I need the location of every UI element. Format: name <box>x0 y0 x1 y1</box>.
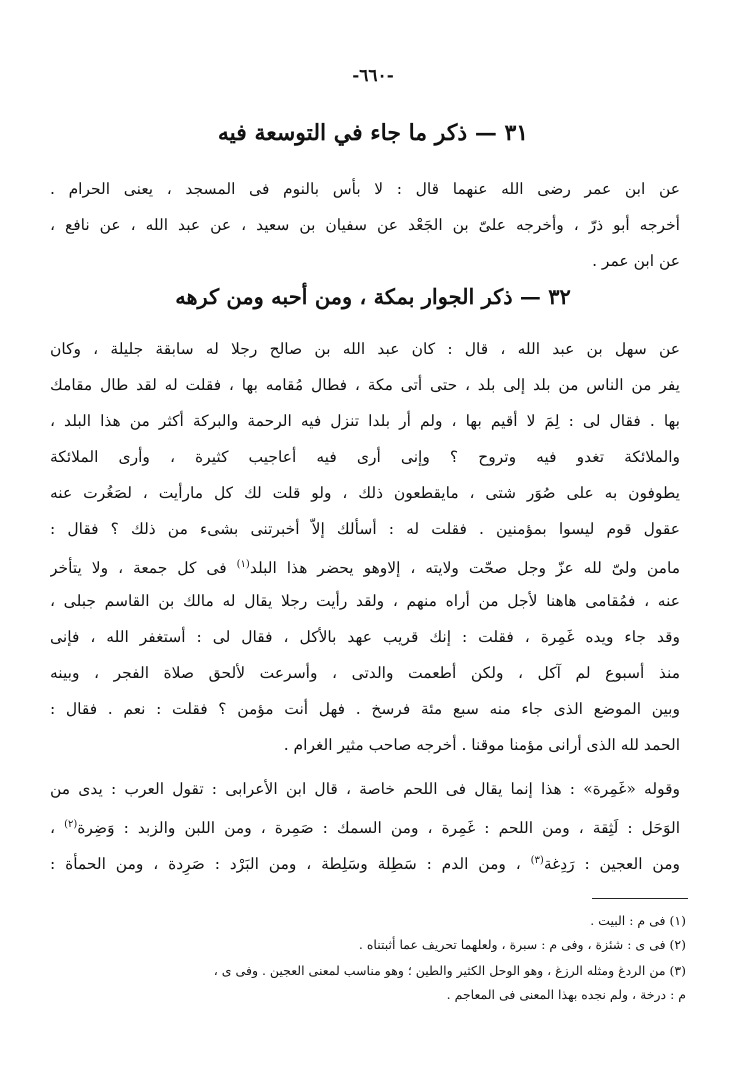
section-32-heading: ٣٢ — ذكر الجوار بمكة ، ومن أحبه ومن كرهه <box>175 284 571 309</box>
footnote-3-marker: (٣) <box>530 855 544 866</box>
gloss-line-1: وقوله «غَمِرة» : هذا إنما يقال فى اللحم خاصة ، قال ابن الأعرابى : تقول العرب : يدى من <box>50 780 680 798</box>
footnote-3: (٣) من الردغ ومثله الرزغ ، وهو الوحل الكثير والطين ؛ وهو مناسب لمعنى العجين . وفى ى ، <box>213 963 686 978</box>
section-32-line-7-tail: فى كل جمعة ، ولا يتأخر <box>50 559 227 578</box>
page-number: -٦٦٠- <box>352 66 394 86</box>
footnote-divider <box>592 898 688 899</box>
section-32-line-2: يفر من الناس من بلد إلى بلد ، حتى أتى مكة ، فطال مُقامه بها ، فقلت له لقد طال مقامك <box>50 376 680 394</box>
section-32-line-12: الحمد لله الذى أرانى مؤمنا موقنا . أخرجه صاحب مثير الغرام . <box>283 736 680 754</box>
footnote-2-marker: (٢) <box>64 819 78 830</box>
section-32-line-4: والملائكة تغدو فيه وتروح ؟ وإنى أرى فيه أعاجيب كثيرة ، وأرى الملائكة <box>50 448 680 466</box>
section-32-line-9: وقد جاء ويده غَمِرة ، فقلت : إنك قريب عهد بالأكل ، فقال لى : أستغفر الله ، فإنى <box>50 628 680 646</box>
section-32-line-7-text: مامن ولىّ لله عزّ وجل صحّت ولايته ، إلاوهو يحضر هذا البلد <box>249 559 680 578</box>
section-32-line-11: وبين الموضع الذى جاء منه سبع مئة فرسخ . فهل أنت مؤمن ؟ فقلت : نعم . فقال : <box>50 700 680 718</box>
section-32-line-6: عقول قوم ليسوا بمؤمنين . فقلت له : أسألك إلاّ أخبرتنى بشىء من ذلك ؟ فقال : <box>50 520 680 538</box>
footnote-1-marker: (١) <box>236 559 250 570</box>
gloss-line-3-text: ومن العجين : رَدِغة <box>543 855 680 874</box>
gloss-line-2: الوَحَل : لَثِقة ، ومن اللحم : غَمِرة ، ومن السمك : صَمِرة ، ومن اللبن والزبد : وَضِرة$^{(٢)}$ ، <box>50 819 680 838</box>
section-32-line-5: يطوفون به على صُوَر شتى ، مايقطعون ذلك ، ولو قلت لك كل مارأيت ، لصَغُرت عنه <box>50 484 680 502</box>
gloss-line-2-text: الوَحَل : لَثِقة ، ومن اللحم : غَمِرة ، ومن السمك : صَمِرة ، ومن اللبن والزبد : وَضِرة <box>77 819 680 838</box>
section-32-line-8: عنه ، فمُقامى هاهنا لأجل من أراه منهم ، ولقد رأيت رجلا يقال له مالك بن القاسم جبلى ، <box>50 592 680 610</box>
footnote-3-continued: م : درخة ، ولم نجده بهذا المعنى فى المعاجم . <box>446 987 686 1002</box>
section-31-line-2: أخرجه أبو ذرّ ، وأخرجه علىّ بن الجَعْد عن سفيان بن سعيد ، عن عبد الله ، عن نافع ، <box>50 216 680 234</box>
section-31-heading: ٣١ — ذكر ما جاء في التوسعة فيه <box>217 120 529 146</box>
footnote-1: (١) فى م : البيت . <box>590 913 686 928</box>
section-31-line-3: عن ابن عمر . <box>592 252 680 270</box>
section-31-line-1: عن ابن عمر رضى الله عنهما قال : لا بأس بالنوم فى المسجد ، يعنى الحرام . <box>50 180 680 198</box>
gloss-line-3-tail: ، ومن الدم : سَطِلة وسَلِطة ، ومن البَرْد : صَرِدة ، ومن الحمأة : <box>50 855 521 874</box>
footnote-2: (٢) فى ى : شئزة ، وفى م : سبرة ، ولعلهما تحريف عما أثبتناه . <box>358 937 686 952</box>
section-32-line-10: منذ أسبوع لم آكل ، ولكن أطعمت والدتى ، وأسرعت لألحق صلاة الفجر ، وبينه <box>50 664 680 682</box>
section-32-line-1: عن سهل بن عبد الله ، قال : كان عبد الله بن صالح رجلا له سابقة جليلة ، وكان <box>50 340 680 358</box>
section-32-line-3: بها . فقال لى : لِمَ لا أقيم بها ، ولم أر بلدا تنزل فيه الرحمة والبركة أكثر من هذا البلد ، <box>50 412 680 430</box>
gloss-line-3 <box>50 850 680 875</box>
section-32-line-7 <box>50 554 680 579</box>
